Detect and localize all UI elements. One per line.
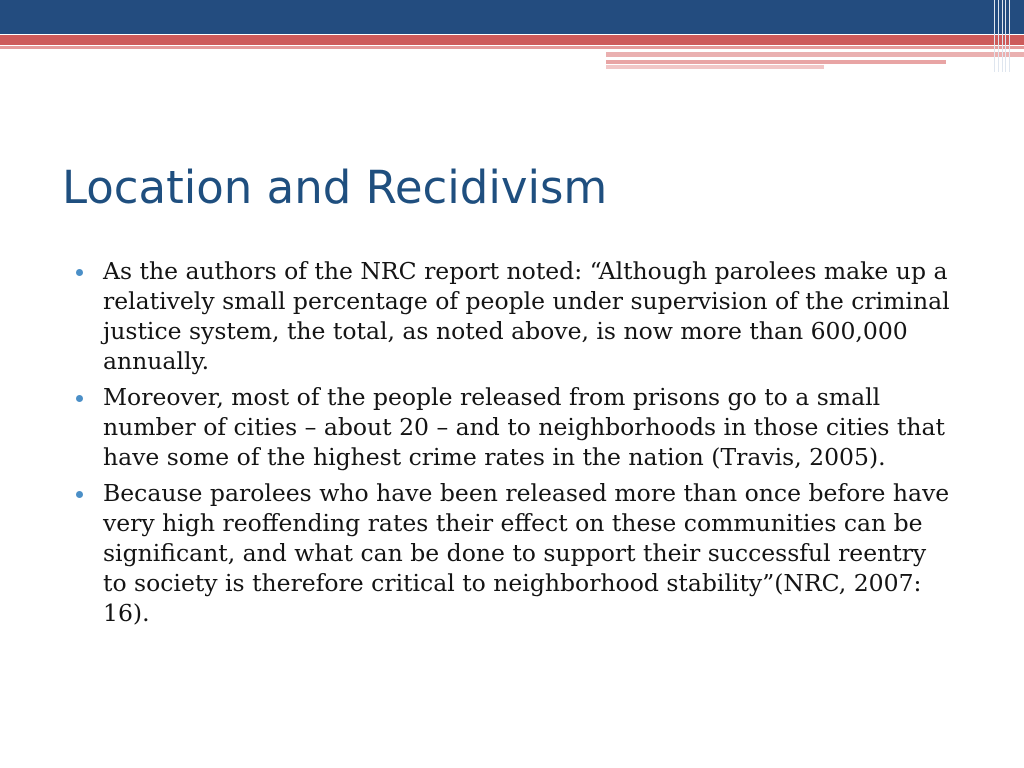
header-banner-navy bbox=[0, 0, 1024, 34]
corner-decoration bbox=[992, 0, 1024, 72]
bullet-text: As the authors of the NRC report noted: “Although parolees make up a relatively small percentage of people under supervision of the criminal justice system, the total, as noted above, is now more than 600,000 annually. bbox=[103, 257, 950, 375]
bullet-item bbox=[76, 382, 956, 472]
header-accent-stripe bbox=[606, 65, 824, 69]
bullet-text: Moreover, most of the people released from prisons go to a small number of cities – about 20 – and to neighborhoods in those cities that have some of the highest crime rates in the nation (Travis, 2005). bbox=[103, 383, 945, 471]
header-banner-red bbox=[0, 35, 1024, 45]
bullet-item bbox=[76, 478, 956, 628]
bullet-item bbox=[76, 256, 956, 376]
header-accent-stripe bbox=[606, 60, 946, 64]
header-accent-stripe bbox=[606, 52, 1024, 57]
bullet-list bbox=[76, 256, 956, 634]
bullet-dot-icon bbox=[76, 491, 83, 498]
bullet-dot-icon bbox=[76, 395, 83, 402]
bullet-text: Because parolees who have been released more than once before have very high reoffending rates their effect on these communities can be significant, and what can be done to support their successful reentry to society is therefore critical to neighborhood stability”(NRC, 2007: 16). bbox=[103, 479, 950, 627]
slide-title: Location and Recidivism bbox=[62, 161, 608, 214]
header-banner-red-thin bbox=[0, 46, 1024, 49]
bullet-dot-icon bbox=[76, 269, 83, 276]
